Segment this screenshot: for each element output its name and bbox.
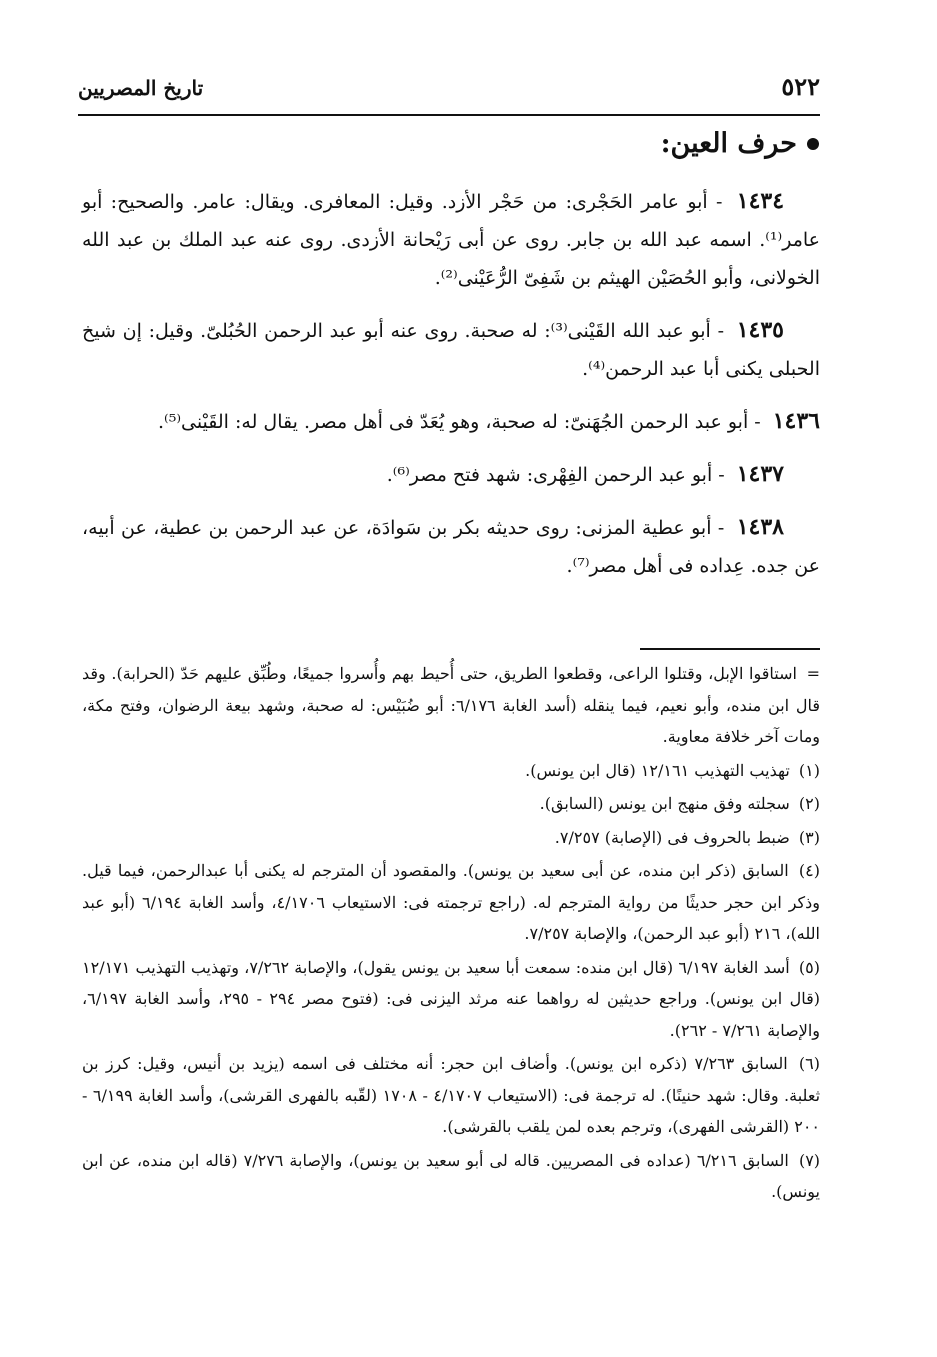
entry-1434: ١٤٣٤ - أبو عامر الحَجْرى: من حَجْر الأزد. وقيل: المعافرى. ويقال: عامر. والصحيح: أبو عامر⁽¹⁾. اسمه عبد الله بن جابر. روى عن أبى رَيْحانة الأزدى. روى عنه عبد الملك بن عبد الله الخولانى، وأبو الحُصَيْن الهيثم بن شَفِىّ الرُّعَيْنى⁽²⁾. [82, 188, 820, 289]
footnote-marker: (١) [798, 760, 820, 780]
footnote-marker: (٦) [798, 1054, 821, 1073]
footnote-marker: (٣) [798, 827, 820, 847]
footnote-marker: (٢) [798, 794, 820, 813]
entries-list [82, 182, 820, 599]
footnote-text: أسد الغابة ٦/١٩٧ (قال ابن منده: سمعت أبا سعيد بن يونس يقول)، والإصابة ٧/٢٦٢، وتهذيب التهذيب ١٢/١٧١ (قال ابن يونس). وراجع حديثين له رواهما عنه مرثد اليزنى فى: (فتوح مصر ٢٩٤ - ٢٩٥، وأسد الغابة ٦/١٩٧، والإصابة ٧/٢٦١ - ٢٦٢). [82, 957, 821, 1040]
footnote-1 [82, 755, 820, 787]
entry-1436: ١٤٣٦ - أبو عبد الرحمن الجُهَنىّ: له صحبة، وهو يُعَدّ فى أهل مصر. يقال له: القَيْنى⁽⁵⁾. [157, 408, 820, 434]
footnote-text: السابق ٧/٢٦٣ (ذكره ابن يونس). وأضاف ابن حجر: أنه مختلف فى اسمه (يزيد بن أنيس، وقيل: كرز بن ثعلبة. وقال: شهد حنينًا). له ترجمة فى: (الاستيعاب ٤/١٧٠٧ - ١٧٠٨ (لقّبه بالفهرى القرشى)، وأسد الغابة ٦/١٩٩ - ٢٠٠ (القرشى الفهرى)، وترجم بعده لمن يلقب بالقرشى). [82, 1054, 821, 1136]
entry-1438: ١٤٣٨ - أبو عطية المزنى: روى حديثه بكر بن سَوادَة، عن عبد الرحمن بن عطية، عن أبيه، عن جده. عِداده فى أهل مصر⁽⁷⁾. [82, 514, 820, 577]
section-heading [661, 128, 819, 159]
entry-number: ١٤٣٨ [736, 514, 784, 540]
running-header [78, 70, 820, 110]
footnote-marker: (٥) [798, 957, 821, 977]
footnote-3 [82, 822, 820, 854]
footnotes-list [82, 658, 820, 1210]
footnote-text: سجلته وفق منهج ابن يونس (السابق). [539, 794, 790, 813]
footnote-marker: (٤) [798, 861, 820, 880]
footnote-text: ضبط بالحروف فى (الإصابة) ٧/٢٥٧. [554, 827, 790, 847]
footnote-4 [82, 855, 820, 950]
footnote-text: السابق (ذكر ابن منده، عن أبى سعيد بن يونس). والمقصود أن المترجم له يكنى أبا عبدالرحمن، فيما قيل. وذكر ابن حجر حديثًا من رواية المترجم له. (راجع ترجمته فى: الاستيعاب ٤/١٧٠٦، وأسد الغابة ٦/١٩٤ (أبو عبد الله)، ٢١٦ (أبو عبد الرحمن)، والإصابة ٧/٢٥٧. [82, 861, 820, 943]
entry-number: ١٤٣٧ [736, 461, 784, 487]
entry-number: ١٤٣٥ [736, 317, 784, 343]
footnote-marker: = [806, 664, 820, 683]
footnote-continued [82, 658, 820, 753]
book-title: تاريخ المصريين [78, 76, 204, 100]
section-heading-text: حرف العين: [660, 128, 797, 159]
entry-1437: ١٤٣٧ - أبو عبد الرحمن الفِهْرى: شهد فتح مصر⁽⁶⁾. [386, 461, 784, 487]
entry-text: أبو عامر الحَجْرى: من حَجْر الأزد. وقيل: المعافرى. ويقال: عامر. والصحيح: أبو عامر⁽¹⁾. اسمه عبد الله بن جابر. روى عن أبى رَيْحانة الأزدى. روى عنه عبد الملك بن عبد الله الخولانى، وأبو الحُصَيْن الهيثم بن شَفِىّ الرُّعَيْنى⁽²⁾. [82, 191, 820, 289]
header-rule [78, 114, 820, 116]
footnote-5 [82, 952, 820, 1047]
entry-text: أبو عطية المزنى: روى حديثه بكر بن سَوادَة، عن عبد الرحمن بن عطية، عن أبيه، عن جده. عِداده فى أهل مصر⁽⁷⁾. [82, 517, 820, 577]
bullet-icon [807, 138, 819, 150]
entry-text: أبو عبد الرحمن الجُهَنىّ: له صحبة، وهو يُعَدّ فى أهل مصر. يقال له: القَيْنى⁽⁵⁾. [157, 411, 749, 433]
entry-text: أبو عبد الرحمن الفِهْرى: شهد فتح مصر⁽⁶⁾. [386, 464, 713, 486]
footnote-text: تهذيب التهذيب ١٢/١٦١ (قال ابن يونس). [525, 760, 790, 780]
footnote-2 [82, 788, 820, 820]
footnote-6 [82, 1048, 820, 1143]
footnote-text: السابق ٦/٢١٦ (عداده فى المصريين. قاله لى أبو سعيد بن يونس)، والإصابة ٧/٢٧٦ (قاله ابن منده، عن ابن يونس). [82, 1150, 820, 1201]
entry-number: ١٤٣٦ [772, 408, 820, 434]
footnote-7 [82, 1145, 820, 1208]
footnote-marker: (٧) [798, 1150, 821, 1170]
page-number: ٥٢٢ [781, 72, 820, 101]
footnote-separator [640, 648, 820, 650]
entry-text: أبو عبد الله القَيْنى⁽³⁾: له صحبة. روى عنه أبو عبد الرحمن الحُبُلىّ. وقيل: إن شيخ الحبلى يكنى أبا عبد الرحمن⁽⁴⁾. [82, 320, 820, 380]
footnote-text: استاقوا الإبل، وقتلوا الراعى، وقطعوا الطريق، حتى أُحيط بهم وأُسروا جميعًا، وطُبِّق عليهم حَدّ (الحرابة). وقد قال ابن منده، وأبو نعيم، فيما ينقله (أسد الغابة ٦/١٧٦: أبو ضُبَيْس: له صحبة، وشهد بيعة الرضوان، وفتح مكة، ومات آخر خلافة معاوية. [82, 664, 820, 746]
entry-1435: ١٤٣٥ - أبو عبد الله القَيْنى⁽³⁾: له صحبة. روى عنه أبو عبد الرحمن الحُبُلىّ. وقيل: إن شيخ الحبلى يكنى أبا عبد الرحمن⁽⁴⁾. [82, 317, 820, 380]
entry-number: ١٤٣٤ [736, 188, 785, 214]
